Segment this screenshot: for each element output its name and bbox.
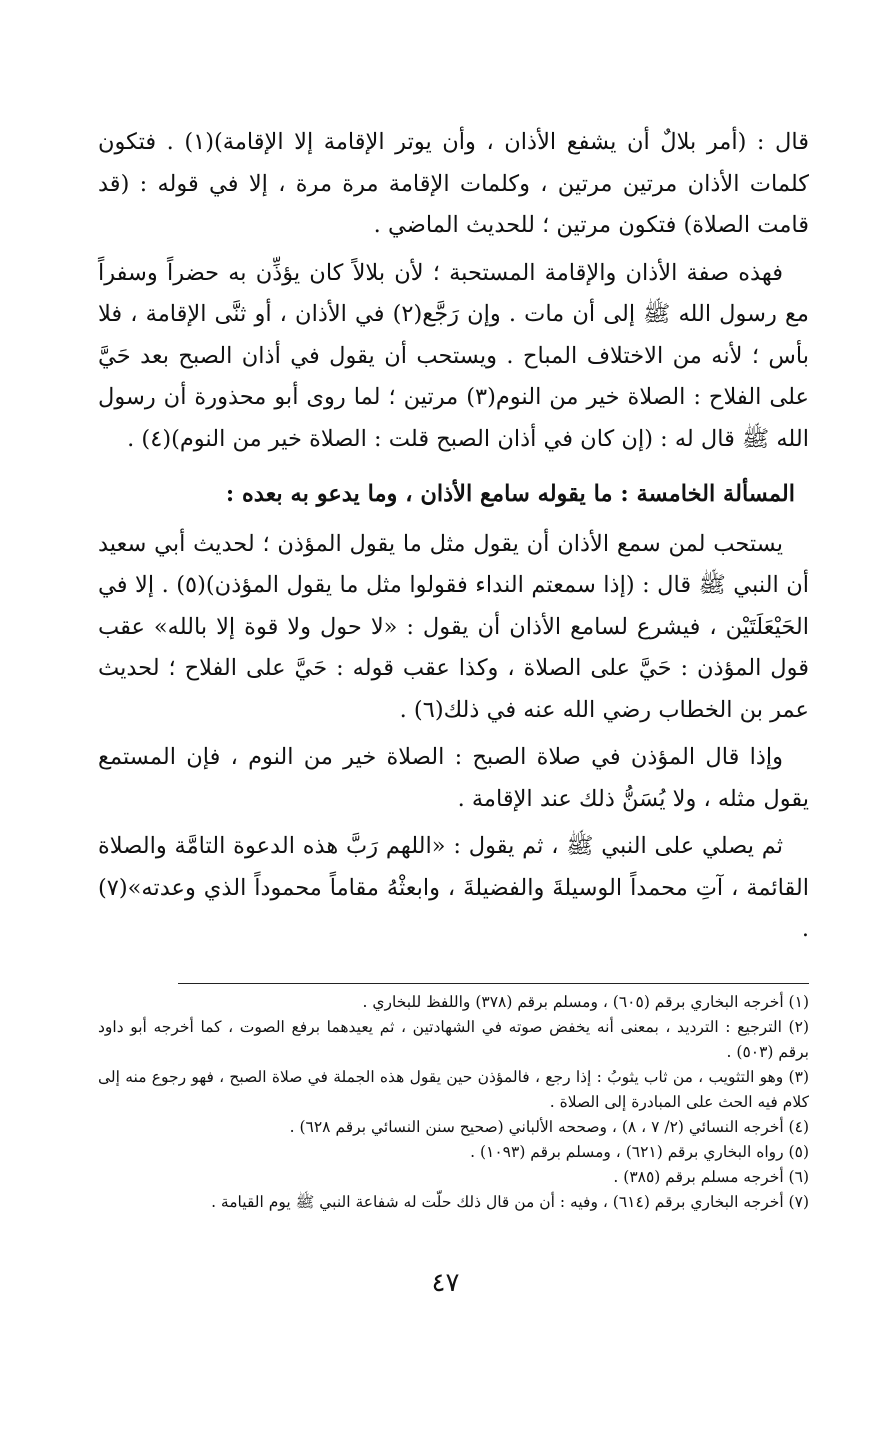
- footnote-5: (٥) رواه البخاري برقم (٦٢١) ، ومسلم برقم (١٠٩٣) .: [470, 1143, 809, 1161]
- paragraph-1: قال : (أمر بلالٌ أن يشفع الأذان ، وأن يوتر الإقامة إلا الإقامة)(١) . فتكون كلمات الأذان مرتين مرتين ، وكلمات الإقامة مرة مرة ، إلا في قوله : (قد قامت الصلاة) فتكون مرتين ؛ للحديث الماضي .: [98, 129, 809, 238]
- paragraph-2: فهذه صفة الأذان والإقامة المستحبة ؛ لأن بلالاً كان يؤذِّن به حضراً وسفراً مع رسول الله ﷺ إلى أن مات . وإن رَجَّع(٢) في الأذان ، أو ثنَّى الإقامة ، فلا بأس ؛ لأنه من الاختلاف المباح . ويستحب أن يقول في أذان الصبح بعد حَيَّ على الفلاح : الصلاة خير من النوم(٣) مرتين ؛ لما روى أبو محذورة أن رسول الله ﷺ قال له : (إن كان في أذان الصبح قلت : الصلاة خير من النوم)(٤) .: [98, 259, 809, 452]
- footnote-6: (٦) أخرجه مسلم برقم (٣٨٥) .: [613, 1168, 809, 1186]
- section-heading: المسألة الخامسة : ما يقوله سامع الأذان ، وما يدعو به بعده :: [225, 481, 795, 507]
- paragraph-3: يستحب لمن سمع الأذان أن يقول مثل ما يقول المؤذن ؛ لحديث أبي سعيد أن النبي ﷺ قال : (إذا سمعتم النداء فقولوا مثل ما يقول المؤذن)(٥) . إلا في الحَيْعَلَتَيْن ، فيشرع لسامع الأذان أن يقول : «لا حول ولا قوة إلا بالله» عقب قول المؤذن : حَيَّ على الصلاة ، وكذا عقب قوله : حَيَّ على الفلاح ؛ لحديث عمر بن الخطاب رضي الله عنه في ذلك(٦) .: [98, 530, 810, 723]
- paragraph-5: ثم يصلي على النبي ﷺ ، ثم يقول : «اللهم رَبَّ هذه الدعوة التامَّة والصلاة القائمة ، آتِ محمداً الوسيلةَ والفضيلةَ ، وابعثْهُ مقاماً محموداً الذي وعدته»(٧) .: [98, 833, 809, 942]
- footnote-1: (١) أخرجه البخاري برقم (٦٠٥) ، ومسلم برقم (٣٧٨) واللفظ للبخاري .: [362, 993, 809, 1011]
- footnote-3: (٣) وهو التثويب ، من ثاب يثوبُ : إذا رجع ، فالمؤذن حين يقول هذه الجملة في صلاة الصبح ، فهو رجوع منه إلى كلام فيه الحث على المبادرة إلى الصلاة .: [98, 1068, 809, 1111]
- paragraph-4: وإذا قال المؤذن في صلاة الصبح : الصلاة خير من النوم ، فإن المستمع يقول مثله ، ولا يُسَنُّ ذلك عند الإقامة .: [98, 744, 809, 812]
- footnote-4: (٤) أخرجه النسائي (٢/ ٧ ، ٨) ، وصححه الألباني (صحيح سنن النسائي برقم ٦٢٨) .: [289, 1118, 809, 1136]
- footnote-7: (٧) أخرجه البخاري برقم (٦١٤) ، وفيه : أن من قال ذلك حلّت له شفاعة النبي ﷺ يوم القيامة .: [211, 1193, 809, 1211]
- page-number: ٤٧: [431, 1268, 460, 1298]
- footnote-2: (٢) الترجيع : الترديد ، بمعنى أنه يخفض صوته في الشهادتين ، ثم يعيدهما برفع الصوت ، كما أخرجه أبو داود برقم (٥٠٣) .: [98, 1018, 809, 1061]
- footnote-divider: [178, 983, 809, 984]
- footnotes: [98, 990, 809, 1215]
- main-text: [98, 122, 809, 957]
